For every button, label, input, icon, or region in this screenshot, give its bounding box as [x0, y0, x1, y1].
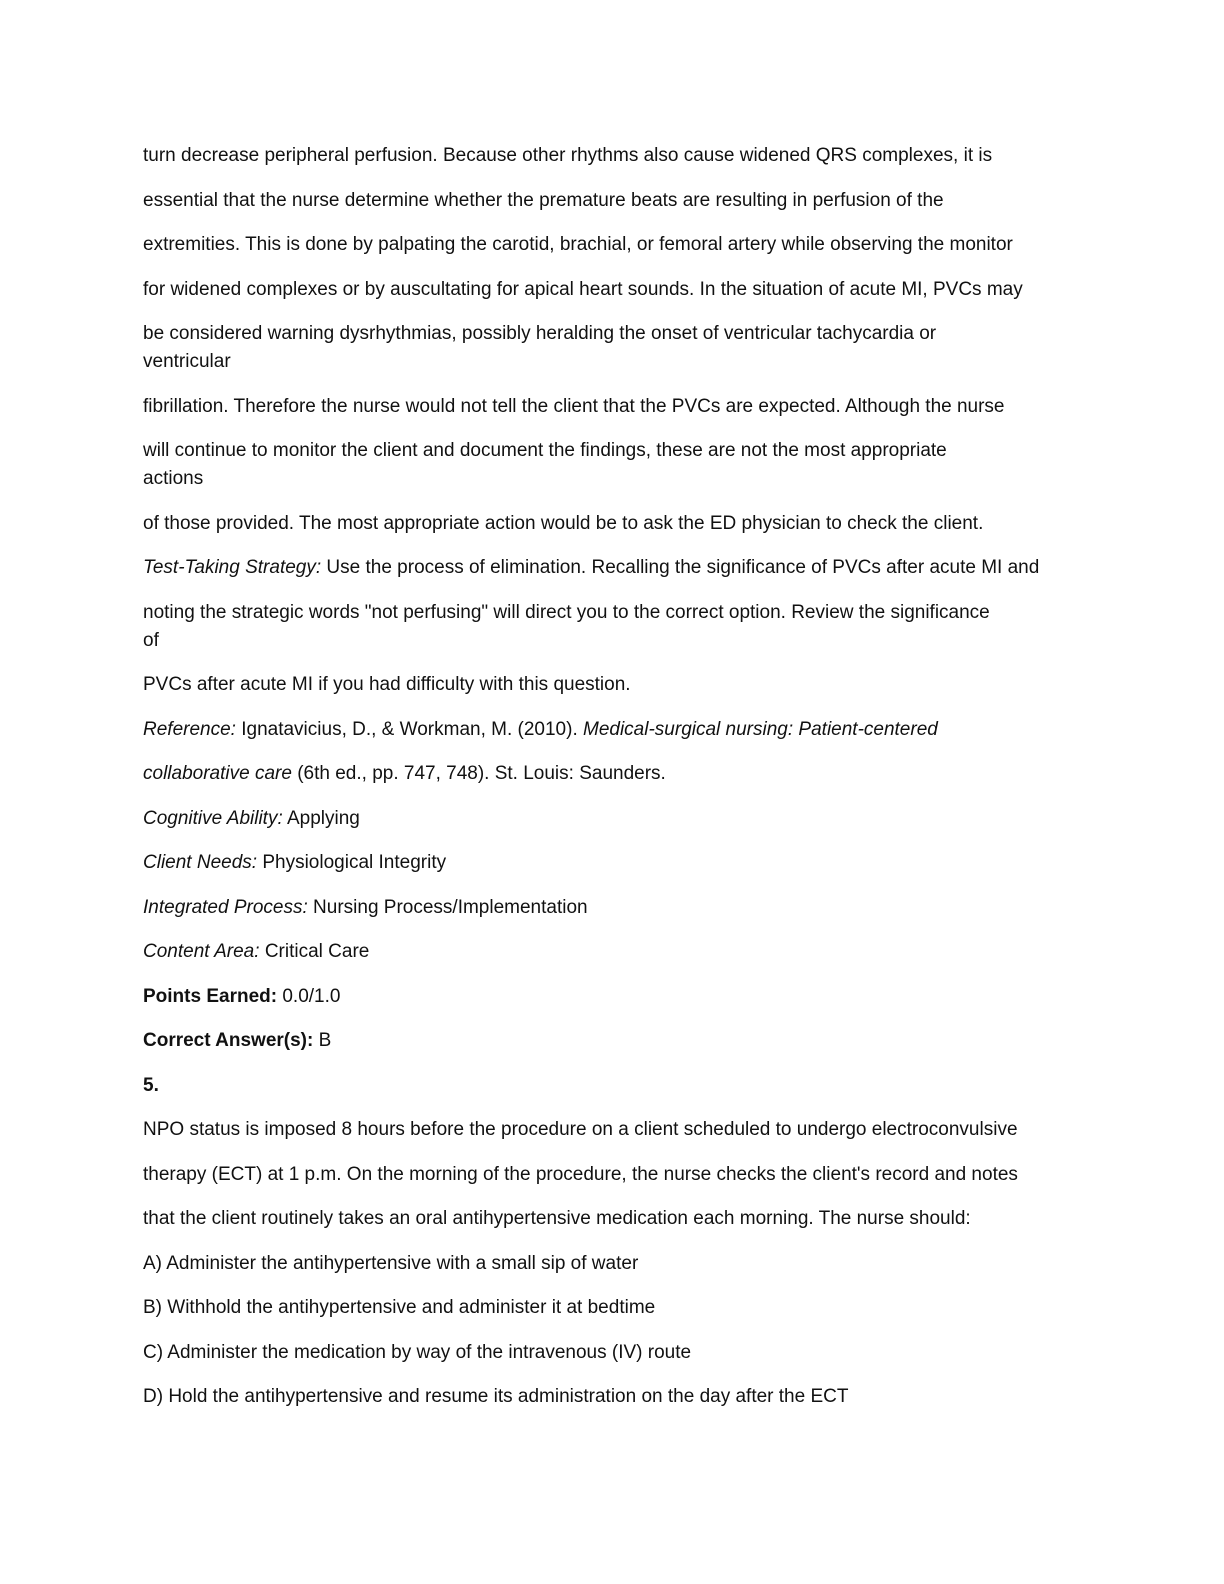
correct-answer-label: Correct Answer(s):: [143, 1030, 314, 1051]
explanation-line: for widened complexes or by auscultating for apical heart sounds. In the situation of acute MI, PVCs may: [143, 278, 1023, 300]
client-needs: [143, 849, 1083, 877]
cognitive-label: Cognitive Ability:: [143, 807, 283, 829]
explanation-line: of those provided. The most appropriate action would be to ask the ED physician to check the client.: [143, 512, 984, 534]
question-stem-line: that the client routinely takes an oral antihypertensive medication each morning. The nurse should:: [143, 1208, 971, 1229]
reference-line: [143, 760, 1083, 788]
explanation-line: turn decrease peripheral perfusion. Because other rhythms also cause widened QRS complexes, it is: [143, 145, 993, 166]
points-value: 0.0/1.0: [277, 985, 341, 1007]
strategy-line: of: [143, 629, 159, 651]
question-stem-line: NPO status is imposed 8 hours before the procedure on a client scheduled to undergo electroconvulsive: [143, 1119, 1018, 1140]
reference-title: Medical-surgical nursing: Patient-centered: [583, 718, 938, 740]
document-page: [143, 142, 1083, 1428]
answer-option-c: C) Administer the medication by way of the intravenous (IV) route: [143, 1341, 692, 1363]
correct-answer-value: B: [313, 1030, 332, 1051]
cognitive-ability: [143, 805, 1083, 833]
explanation-line: essential that the nurse determine whether the premature beats are resulting in perfusion of the: [143, 189, 944, 211]
question-stem-line: therapy (ECT) at 1 p.m. On the morning of the procedure, the nurse checks the client's record and notes: [143, 1163, 1018, 1185]
answer-option-a: A) Administer the antihypertensive with a small sip of water: [143, 1252, 639, 1274]
content-area-label: Content Area:: [143, 941, 260, 962]
reference-line: [143, 716, 1083, 744]
strategy-label: Test-Taking Strategy:: [143, 557, 322, 578]
integrated-process-value: Nursing Process/Implementation: [307, 896, 588, 918]
points-label: Points Earned:: [143, 985, 278, 1007]
content-area-value: Critical Care: [259, 941, 370, 962]
correct-answer: [143, 1027, 1083, 1055]
points-earned: [143, 983, 1083, 1011]
client-needs-value: Physiological Integrity: [257, 852, 447, 873]
cognitive-value: Applying: [282, 807, 360, 829]
strategy-line: noting the strategic words "not perfusing" will direct you to the correct option. Review the significance: [143, 601, 990, 623]
explanation-line: fibrillation. Therefore the nurse would not tell the client that the PVCs are expected. Although the nurse: [143, 395, 1005, 417]
integrated-process-label: Integrated Process:: [143, 896, 308, 918]
client-needs-label: Client Needs:: [143, 852, 258, 873]
explanation-line: be considered warning dysrhythmias, possibly heralding the onset of ventricular tachycardia or: [143, 323, 937, 344]
answer-option-d: D) Hold the antihypertensive and resume its administration on the day after the ECT: [143, 1386, 849, 1407]
strategy-line: [143, 554, 1083, 582]
reference-title: collaborative care: [143, 763, 292, 784]
explanation-line: will continue to monitor the client and document the findings, these are not the most appropriate: [143, 440, 947, 461]
reference-authors: Ignatavicius, D., & Workman, M. (2010).: [235, 718, 583, 740]
explanation-line: actions: [143, 468, 204, 489]
question-number: 5.: [143, 1074, 159, 1096]
strategy-text: Use the process of elimination. Recalling the significance of PVCs after acute MI and: [321, 557, 1040, 578]
reference-label: Reference:: [143, 718, 236, 740]
explanation-line: extremities. This is done by palpating the carotid, brachial, or femoral artery while observing the monitor: [143, 234, 1013, 255]
content-area: [143, 938, 1083, 966]
strategy-line: PVCs after acute MI if you had difficulty with this question.: [143, 674, 631, 695]
integrated-process: [143, 894, 1083, 922]
answer-option-b: B) Withhold the antihypertensive and administer it at bedtime: [143, 1297, 656, 1318]
reference-details: (6th ed., pp. 747, 748). St. Louis: Saunders.: [291, 763, 666, 784]
explanation-line: ventricular: [143, 351, 231, 372]
